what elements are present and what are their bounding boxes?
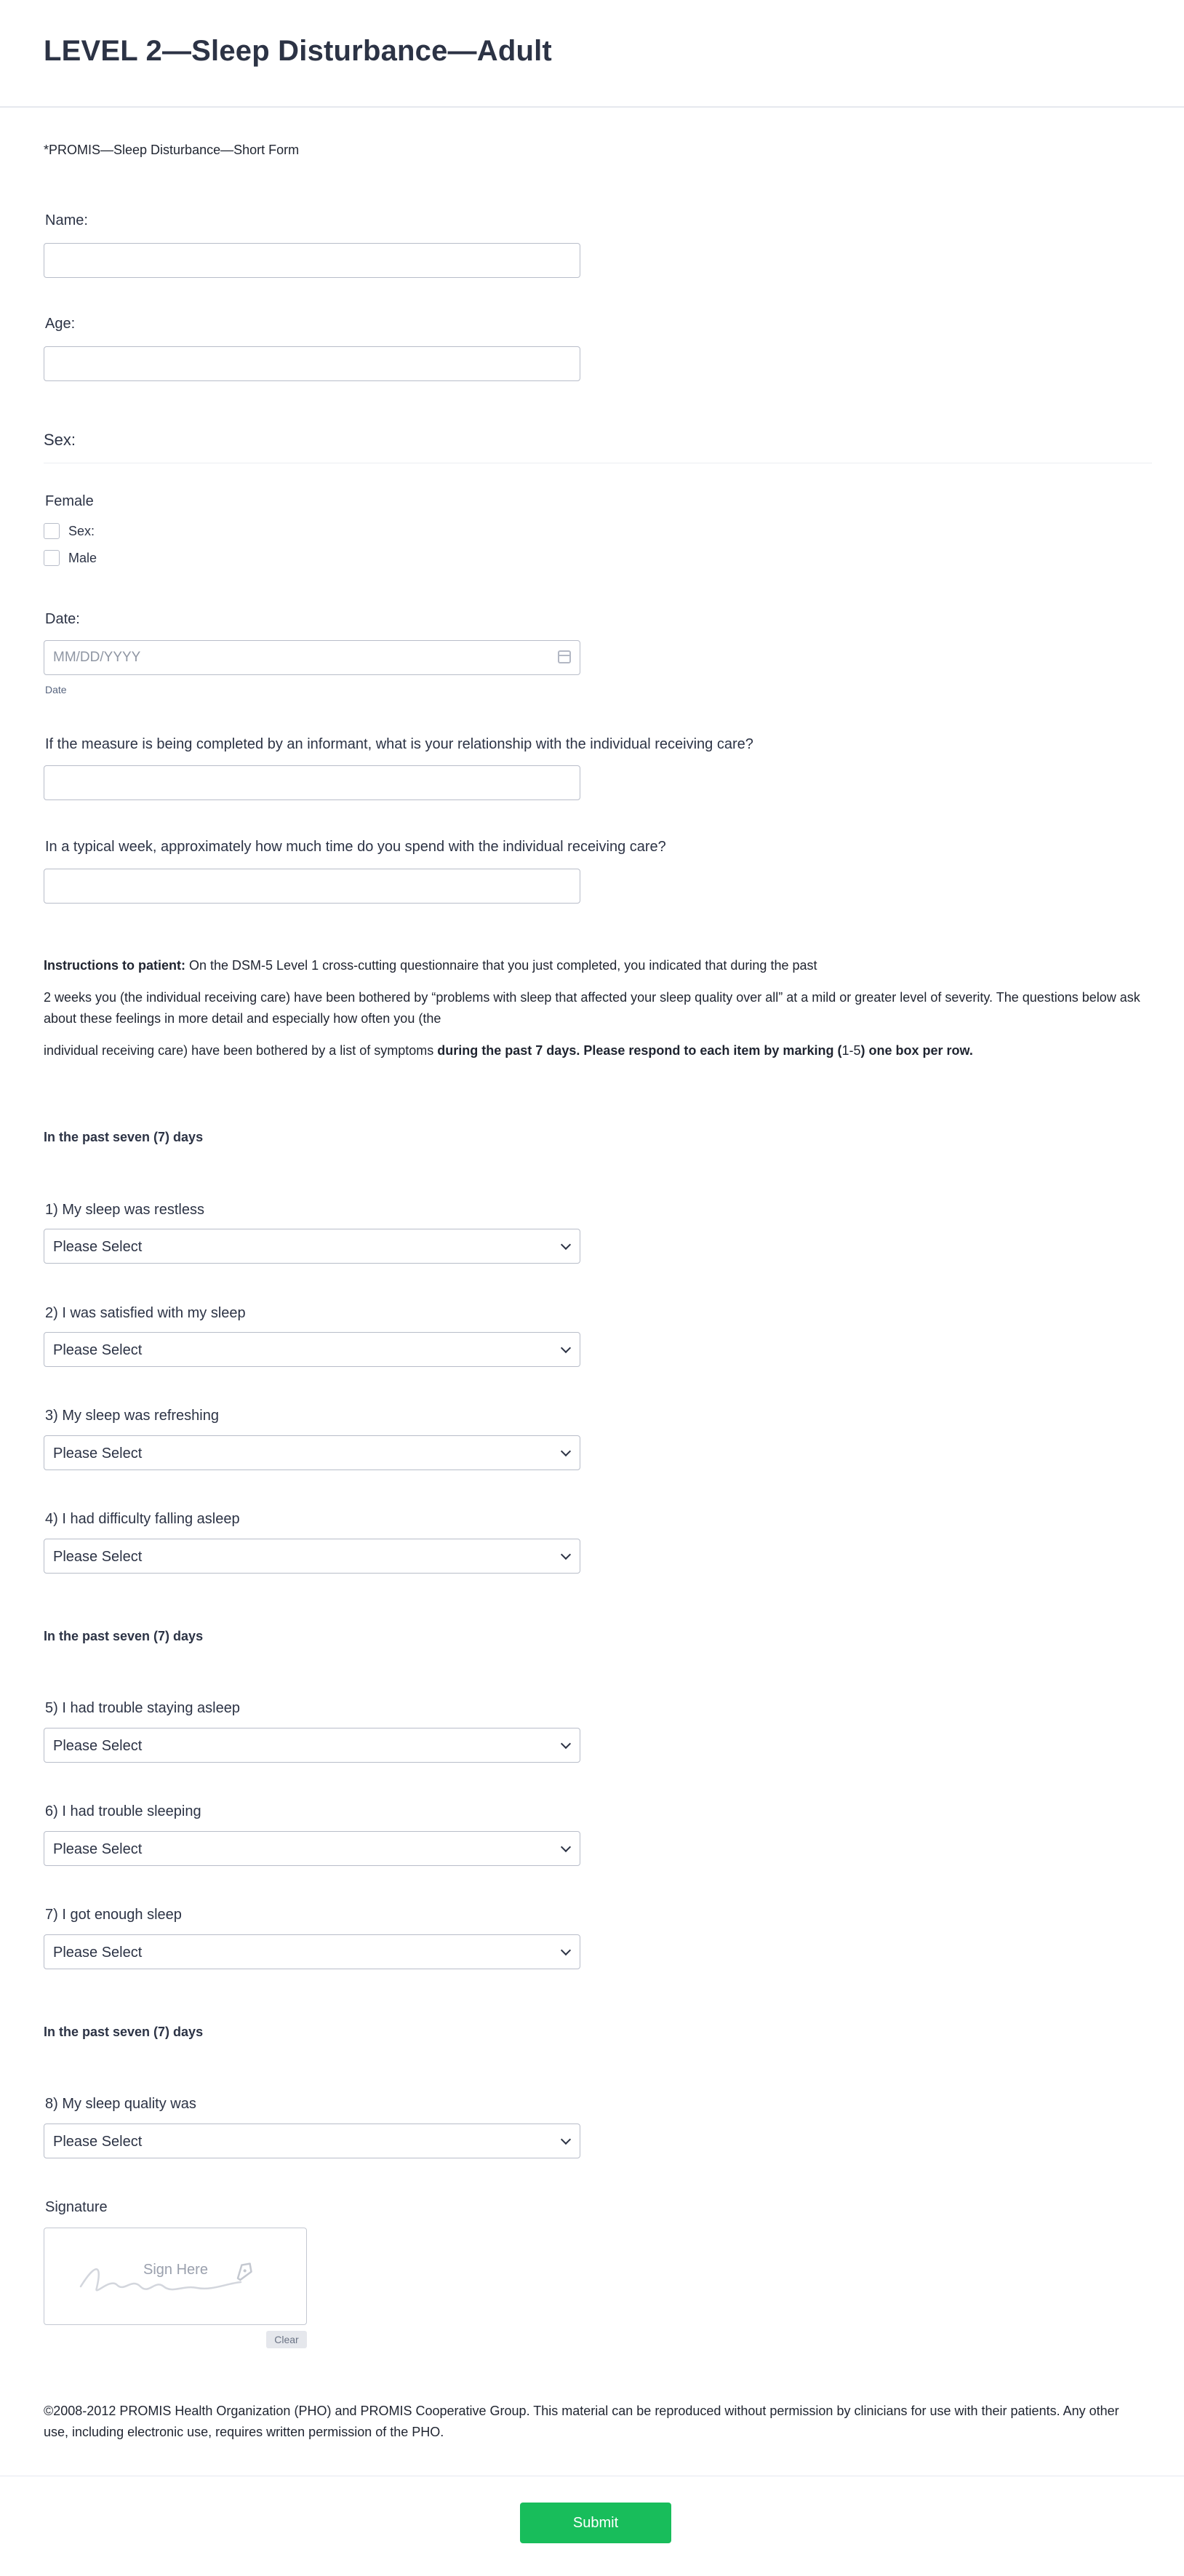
sex-option-2[interactable] bbox=[44, 550, 97, 566]
question-label: 8) My sleep quality was bbox=[45, 2096, 196, 2112]
sex-option-1[interactable] bbox=[44, 523, 95, 539]
instructions-text: individual receiving care) have been bothered by a list of symptoms bbox=[44, 1043, 438, 1058]
age-field-wrapper bbox=[44, 346, 580, 381]
date-field-wrapper bbox=[44, 640, 580, 675]
select-value: Please Select bbox=[53, 1841, 143, 1857]
question-4-select[interactable] bbox=[44, 1539, 580, 1574]
select-value: Please Select bbox=[53, 1342, 143, 1358]
question-label: 2) I was satisfied with my sleep bbox=[45, 1305, 246, 1321]
checkbox-label: Sex: bbox=[68, 523, 95, 538]
time-spent-label: In a typical week, approximately how much time do you spend with the individual receiving care? bbox=[45, 839, 666, 855]
question-label: 1) My sleep was restless bbox=[45, 1202, 204, 1218]
chevron-down-icon bbox=[561, 1842, 571, 1852]
calendar-icon[interactable] bbox=[558, 650, 571, 663]
relationship-field-wrapper bbox=[44, 765, 580, 800]
group-heading: In the past seven (7) days bbox=[44, 1629, 204, 1643]
select-value: Please Select bbox=[53, 1738, 143, 1754]
instructions-emphasis: during the past 7 days. Please respond to each item by marking ( bbox=[437, 1043, 842, 1058]
select-value: Please Select bbox=[53, 1239, 143, 1255]
question-label: 3) My sleep was refreshing bbox=[45, 1408, 219, 1424]
question-label: 5) I had trouble staying asleep bbox=[45, 1700, 240, 1716]
chevron-down-icon bbox=[561, 1550, 571, 1560]
question-label: 6) I had trouble sleeping bbox=[45, 1803, 201, 1819]
chevron-down-icon bbox=[561, 1240, 571, 1250]
clear-signature-button[interactable]: Clear bbox=[266, 2331, 307, 2348]
relationship-label: If the measure is being completed by an informant, what is your relationship with the individual receiving care? bbox=[45, 736, 753, 752]
question-2-select[interactable] bbox=[44, 1332, 580, 1367]
group-heading: In the past seven (7) days bbox=[44, 2025, 204, 2039]
signature-pad[interactable] bbox=[44, 2228, 307, 2325]
select-value: Please Select bbox=[53, 1945, 143, 1961]
chevron-down-icon bbox=[561, 1343, 571, 1353]
name-field-wrapper bbox=[44, 243, 580, 278]
group-heading: In the past seven (7) days bbox=[44, 1130, 204, 1144]
signature-label: Signature bbox=[45, 2199, 108, 2215]
checkbox-label: Male bbox=[68, 550, 97, 565]
date-label: Date: bbox=[45, 611, 80, 627]
question-8-select[interactable] bbox=[44, 2124, 580, 2158]
instructions-text: 1-5 bbox=[841, 1043, 861, 1058]
checkbox[interactable] bbox=[44, 550, 60, 566]
time-spent-field-wrapper bbox=[44, 869, 580, 904]
question-3-select[interactable] bbox=[44, 1435, 580, 1470]
sex-label: Female bbox=[45, 493, 94, 509]
copyright-text: ©2008-2012 PROMIS Health Organization (PHO) and PROMIS Cooperative Group. This material can be reproduced without permission by clinicians for use with their patients. Any other use, including electronic use, requires written permission of the PHO. bbox=[44, 2404, 1119, 2439]
name-input[interactable] bbox=[44, 244, 580, 277]
question-6-select[interactable] bbox=[44, 1831, 580, 1866]
form-header bbox=[0, 0, 1184, 108]
question-label: 4) I had difficulty falling asleep bbox=[45, 1511, 240, 1527]
date-sublabel: Date bbox=[45, 684, 67, 695]
instructions-text: On the DSM-5 Level 1 cross-cutting questionnaire that you just completed, you indicated that during the past bbox=[185, 958, 817, 973]
question-5-select[interactable] bbox=[44, 1728, 580, 1763]
signature-placeholder: Sign Here bbox=[143, 2262, 208, 2278]
question-label: 7) I got enough sleep bbox=[45, 1907, 182, 1923]
instructions-lead: Instructions to patient: bbox=[44, 958, 185, 973]
age-input[interactable] bbox=[44, 347, 580, 380]
page-title: LEVEL 2—Sleep Disturbance—Adult bbox=[44, 35, 552, 67]
form-subtitle: *PROMIS—Sleep Disturbance—Short Form bbox=[44, 143, 300, 157]
age-label: Age: bbox=[45, 316, 76, 332]
checkbox[interactable] bbox=[44, 523, 60, 539]
chevron-down-icon bbox=[561, 1446, 571, 1456]
select-value: Please Select bbox=[53, 1549, 143, 1565]
chevron-down-icon bbox=[561, 1739, 571, 1749]
chevron-down-icon bbox=[561, 1945, 571, 1955]
select-value: Please Select bbox=[53, 1445, 143, 1462]
chevron-down-icon bbox=[561, 2134, 571, 2145]
instructions-line-2: 2 weeks you (the individual receiving care) have been bothered by “problems with sleep that affected your sleep quality over all” at a mild or greater level of severity. The questions below ask about these feelings in more detail and especially how often you (the bbox=[44, 990, 1140, 1026]
instructions-line-3 bbox=[44, 1040, 1149, 1061]
sex-section-title: Sex: bbox=[44, 431, 76, 449]
question-1-select[interactable] bbox=[44, 1229, 580, 1264]
time-spent-input[interactable] bbox=[44, 869, 580, 903]
select-value: Please Select bbox=[53, 2134, 143, 2150]
name-label: Name: bbox=[45, 212, 88, 228]
instructions-line-1 bbox=[44, 955, 1149, 976]
submit-button[interactable]: Submit bbox=[520, 2503, 671, 2543]
question-7-select[interactable] bbox=[44, 1934, 580, 1969]
date-input[interactable] bbox=[44, 641, 580, 674]
relationship-input[interactable] bbox=[44, 766, 580, 799]
instructions-emphasis: ) one box per row. bbox=[860, 1043, 973, 1058]
